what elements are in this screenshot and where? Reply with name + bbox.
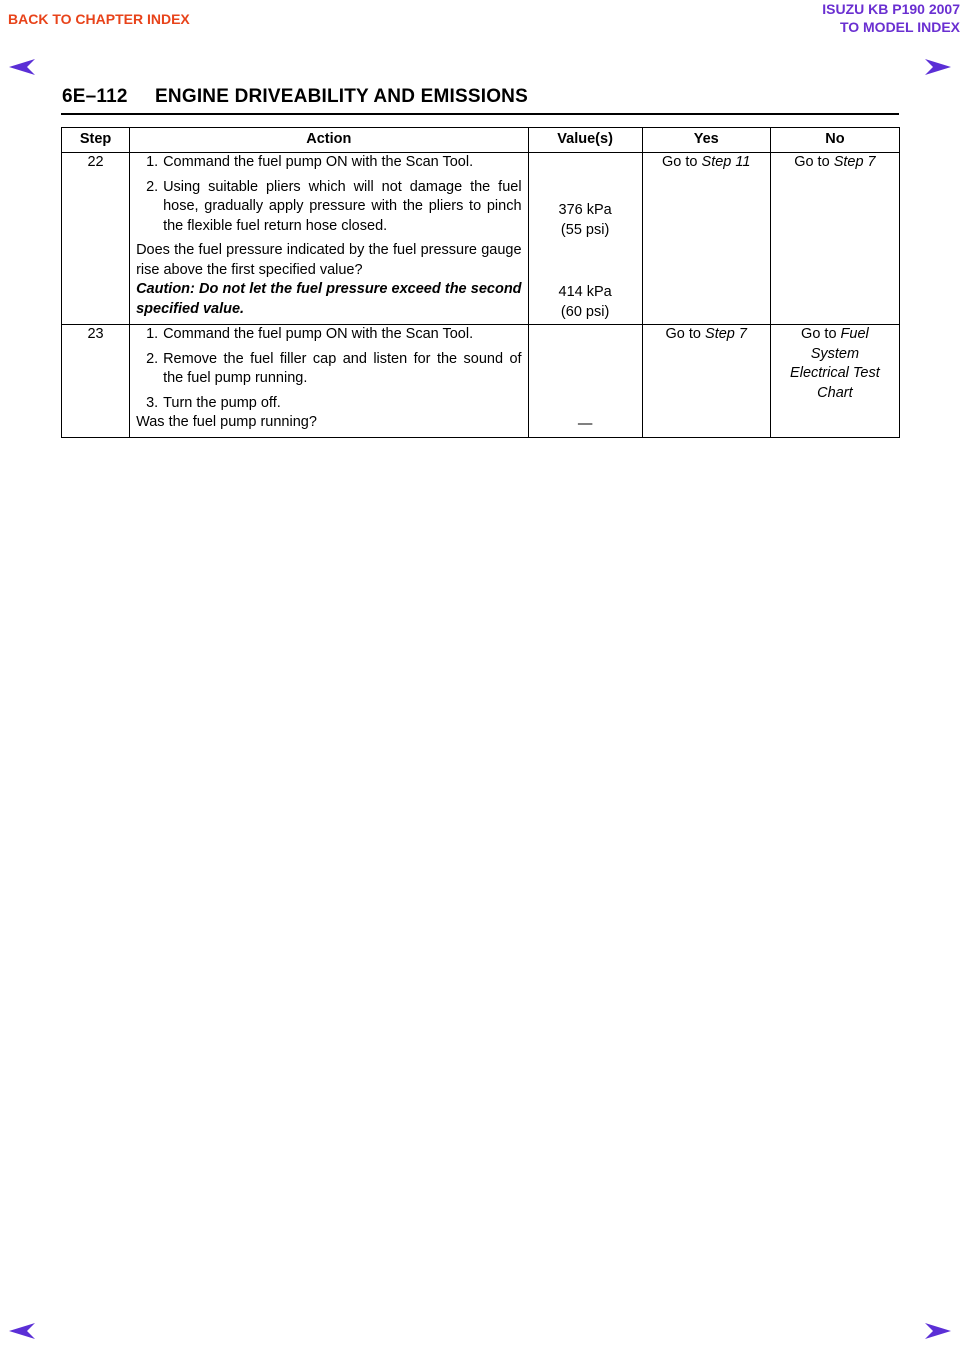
header-no: No: [770, 128, 899, 153]
no-chart-link-line1[interactable]: Fuel: [840, 326, 869, 342]
next-page-arrow-icon[interactable]: [924, 58, 952, 76]
list-item-number: 1.: [146, 154, 159, 170]
back-to-chapter-index-link[interactable]: BACK TO CHAPTER INDEX: [8, 11, 190, 27]
go-to-prefix: Go to: [665, 326, 706, 342]
model-title[interactable]: ISUZU KB P190 2007: [822, 1, 960, 17]
yes-cell: [642, 153, 770, 325]
no-chart-link-line4[interactable]: Chart: [817, 384, 853, 401]
action-cell: [130, 325, 528, 438]
list-item-text: Command the fuel pump ON with the Scan Tool.: [163, 326, 474, 342]
table-row-step-23: [62, 325, 900, 438]
header-yes: Yes: [642, 128, 770, 153]
previous-page-arrow-icon-bottom[interactable]: [8, 1322, 36, 1340]
list-item-text: Command the fuel pump ON with the Scan Tool.: [163, 154, 474, 170]
list-item-number: 2.: [146, 350, 159, 367]
table-row-step-22: [62, 153, 900, 325]
list-item-number: 1.: [146, 326, 159, 342]
step-number: 22: [62, 153, 130, 325]
list-item: [136, 178, 521, 237]
header-action: Action: [130, 128, 528, 153]
list-item: [136, 325, 521, 345]
header-values: Value(s): [528, 128, 642, 153]
page-heading: 6E–112 ENGINE DRIVEABILITY AND EMISSIONS: [62, 86, 528, 107]
no-cell: [770, 153, 899, 325]
list-item-text: Using suitable pliers which will not damage the fuel hose, gradually apply pressure with the pliers to pinch the flexible fuel return hose closed.: [163, 178, 522, 234]
list-item-number: 2.: [146, 178, 159, 195]
step-number: 23: [62, 325, 130, 438]
previous-page-arrow-icon[interactable]: [8, 58, 36, 76]
caution-text: Caution: Do not let the fuel pressure exceed the second specified value.: [136, 281, 522, 317]
yes-step-link[interactable]: Step 7: [705, 326, 747, 342]
question-text: Does the fuel pressure indicated by the fuel pressure gauge rise above the first specified value?: [136, 242, 522, 278]
heading-divider: [61, 113, 899, 115]
no-cell: [770, 325, 899, 438]
values-cell: [528, 153, 642, 325]
list-item-text: Turn the pump off.: [163, 394, 281, 411]
values-cell: [528, 325, 642, 438]
action-cell: [130, 153, 528, 325]
go-to-prefix: Go to: [662, 154, 702, 170]
no-step-link[interactable]: Step 7: [833, 154, 876, 170]
header-step: Step: [62, 128, 130, 153]
list-item-text: Remove the fuel filler cap and listen for the sound of the fuel pump running.: [163, 350, 522, 386]
go-to-prefix: Go to: [801, 326, 841, 342]
list-item-number: 3.: [146, 394, 159, 411]
no-chart-link-line3[interactable]: Electrical Test: [790, 365, 880, 381]
list-item: [136, 153, 521, 173]
yes-step-link[interactable]: Step 11: [701, 154, 751, 170]
next-page-arrow-icon-bottom[interactable]: [924, 1322, 952, 1340]
list-item: [136, 394, 521, 414]
diagnostic-table: [61, 127, 900, 438]
second-specified-value: [529, 283, 642, 322]
value-kpa: 376 kPa: [558, 202, 612, 218]
list-item: [136, 350, 521, 389]
first-specified-value: [529, 201, 642, 240]
value-kpa: 414 kPa: [558, 284, 612, 300]
value-psi: (55 psi): [560, 221, 610, 238]
question-text: Was the fuel pump running?: [136, 414, 317, 430]
to-model-index-link[interactable]: TO MODEL INDEX: [839, 19, 960, 35]
table-header-row: [62, 128, 900, 153]
yes-cell: [642, 325, 770, 438]
value-psi: (60 psi): [560, 303, 610, 320]
value-dash: —: [577, 415, 593, 432]
no-chart-link-line2[interactable]: System: [810, 345, 860, 362]
go-to-prefix: Go to: [794, 154, 834, 170]
